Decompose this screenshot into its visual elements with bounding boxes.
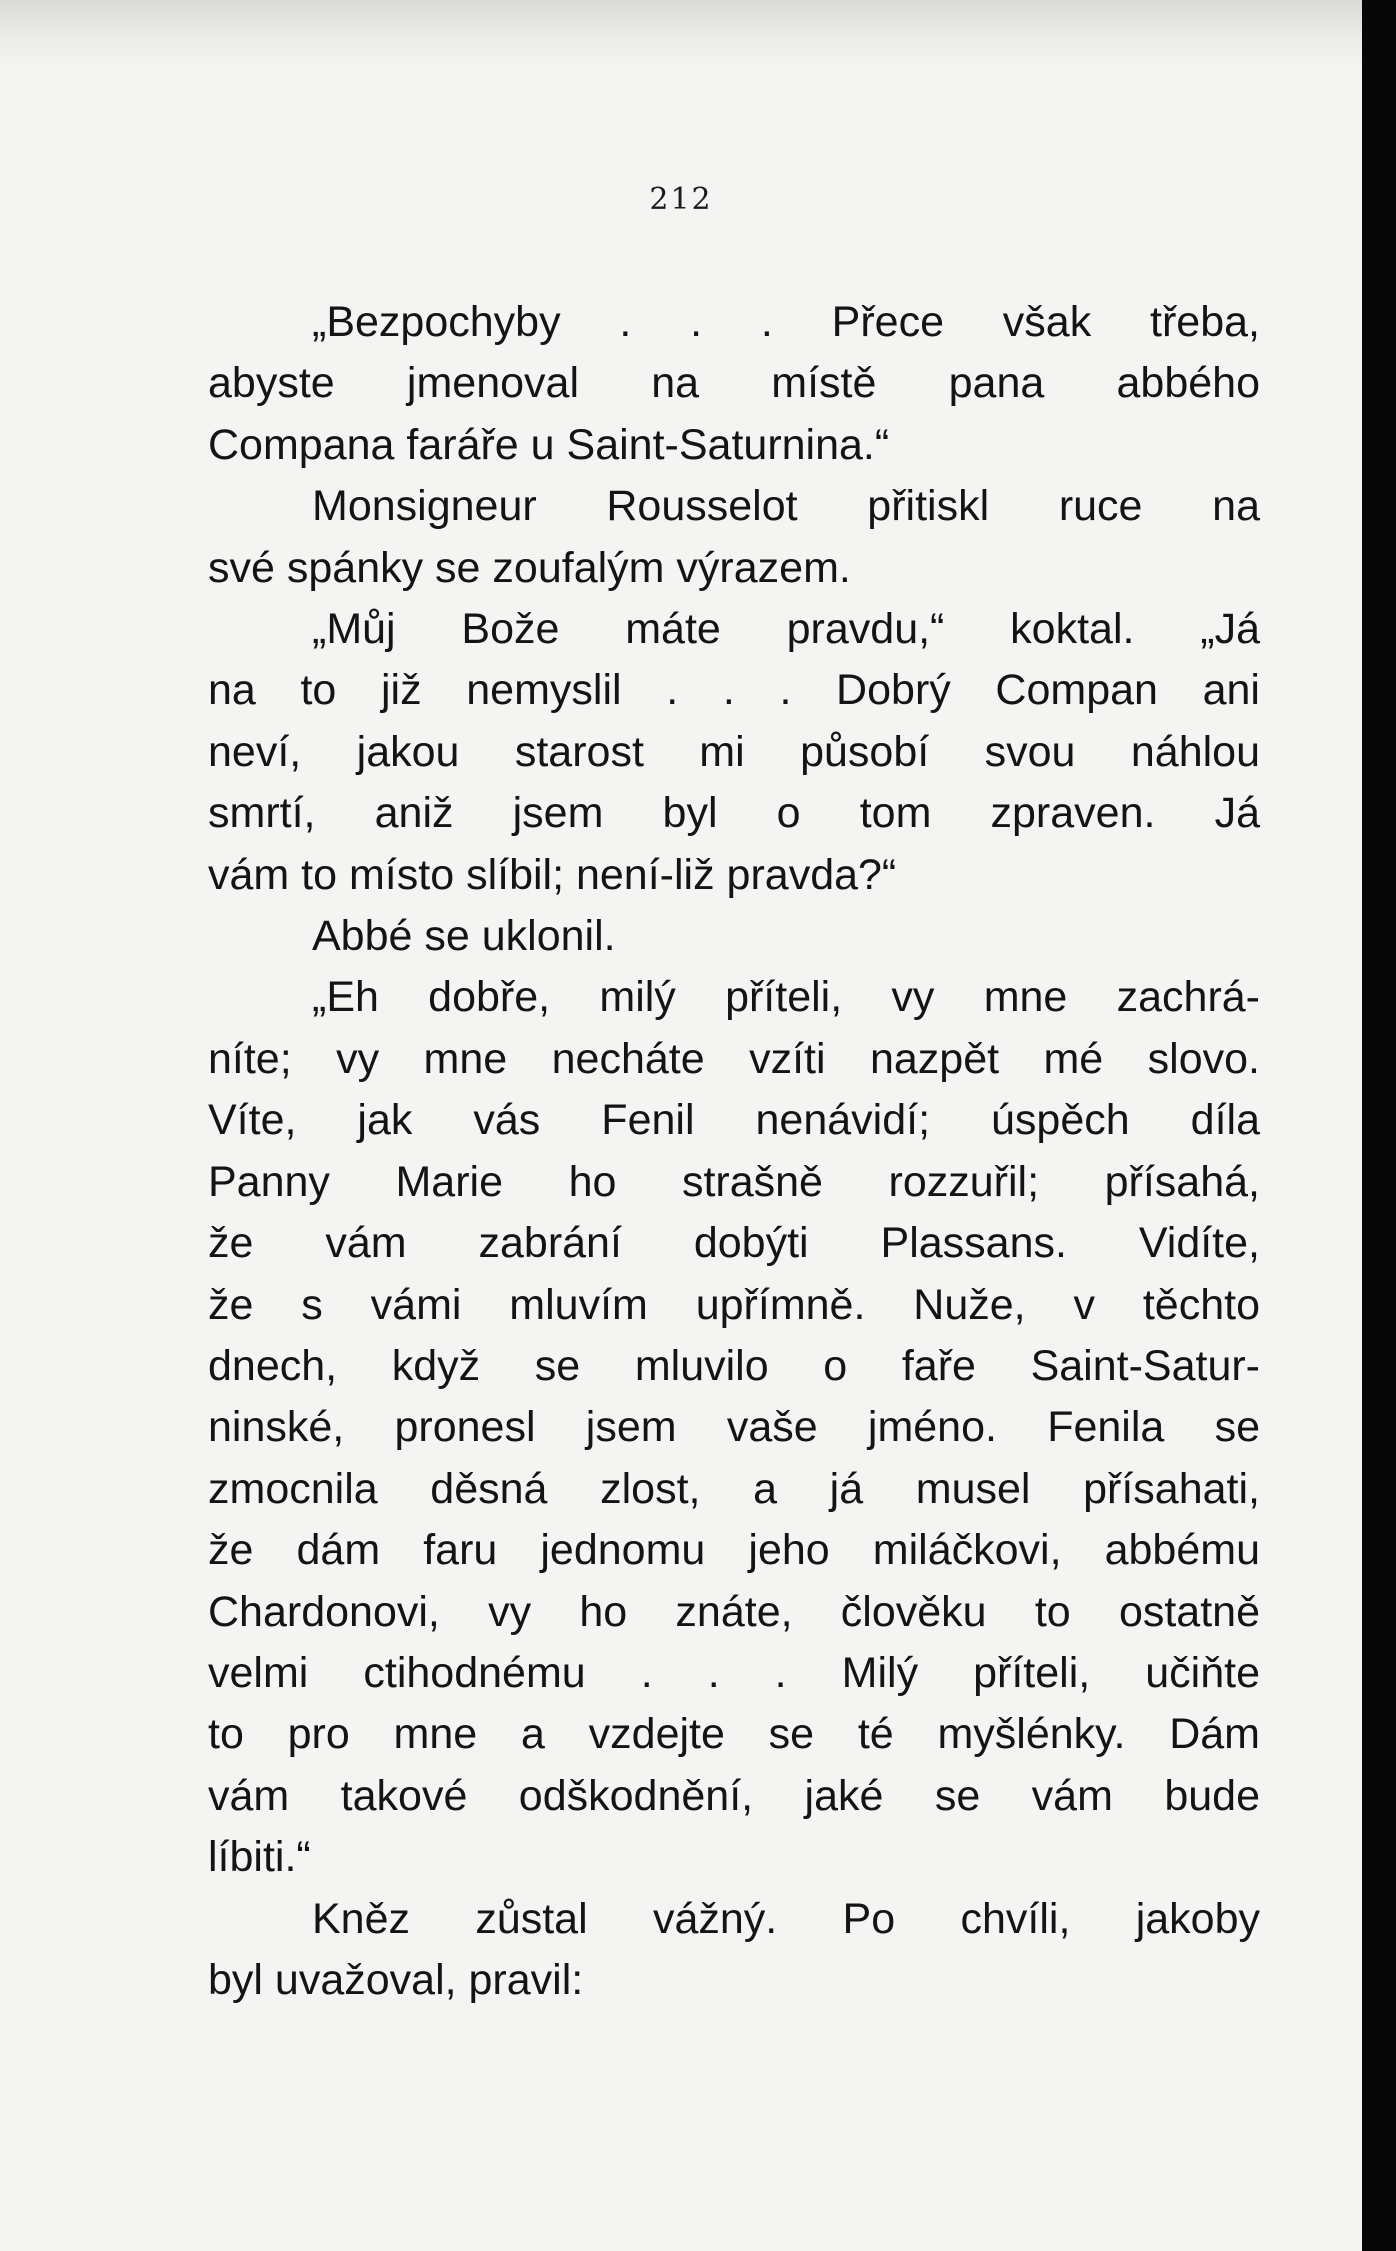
text-line: že s vámi mluvím upřímně. Nuže, v těchto [208,1280,1260,1329]
body-text [208,292,1260,2011]
text-line: „Eh dobře, milý příteli, vy mne zachrá- [312,973,1260,1022]
text-line: Víte, jak vás Fenil nenávidí; úspěch díla [208,1096,1260,1145]
text-line: ninské, pronesl jsem vaše jméno. Fenila se [208,1403,1260,1452]
text-line: velmi ctihodnému . . . Milý příteli, učiňte [208,1648,1260,1697]
text-line: vám takové odškodnění, jaké se vám bude [208,1771,1260,1820]
text-line: na to již nemyslil . . . Dobrý Compan ani [208,666,1260,715]
text-line: Abbé se uklonil. [312,912,616,961]
text-line: níte; vy mne necháte vzíti nazpět mé slovo. [208,1034,1260,1083]
text-line: smrtí, aniž jsem byl o tom zpraven. Já [208,789,1260,838]
text-line: Compana faráře u Saint-Saturnina.“ [208,420,890,469]
text-line: Kněz zůstal vážný. Po chvíli, jakoby [312,1894,1260,1943]
text-line: neví, jakou starost mi působí svou náhlou [208,727,1260,776]
text-line: že vám zabrání dobýti Plassans. Vidíte, [208,1219,1260,1268]
text-line: Panny Marie ho strašně rozzuřil; přísahá, [208,1157,1260,1206]
text-line: zmocnila děsná zlost, a já musel přísahati, [208,1464,1260,1513]
text-line: dnech, když se mluvilo o faře Saint-Satur- [208,1341,1260,1390]
page-number: 212 [649,182,713,217]
text-line: vám to místo slíbil; není-liž pravda?“ [208,850,897,899]
text-line: „Bezpochyby . . . Přece však třeba, [312,298,1260,346]
text-line: že dám faru jednomu jeho miláčkovi, abbému [208,1526,1260,1575]
scan-edge [1362,0,1396,2251]
text-line: to pro mne a vzdejte se té myšlénky. Dám [208,1710,1260,1759]
text-line: „Můj Bože máte pravdu,“ koktal. „Já [312,605,1260,654]
text-line: Monsigneur Rousselot přitiskl ruce na [312,482,1260,531]
text-line: abyste jmenoval na místě pana abbého [208,359,1260,408]
text-line: své spánky se zoufalým výrazem. [208,543,851,592]
text-line: líbiti.“ [208,1833,311,1882]
text-line: byl uvažoval, pravil: [208,1955,584,2004]
text-line: Chardonovi, vy ho znáte, člověku to ostatně [208,1587,1260,1636]
page-top-shadow [0,0,1362,70]
